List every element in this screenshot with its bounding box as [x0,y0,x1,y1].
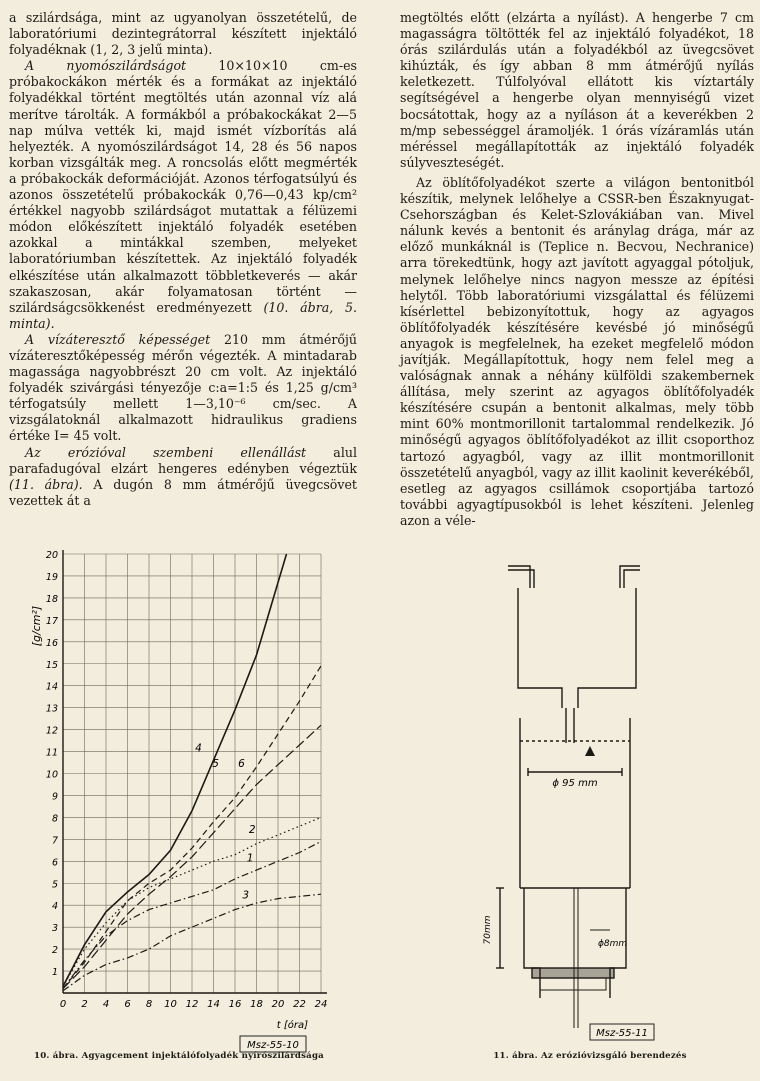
y-tick-label: 6 [51,857,58,869]
y-tick-label: 13 [45,703,58,715]
figure-stamp: Msz-55-10 [247,1040,299,1051]
x-tick-label: 4 [102,999,110,1010]
figure-10 [18,536,348,1076]
y-tick-label: 10 [45,769,58,781]
x-tick-label: 8 [145,999,153,1010]
paragraph-text: 10×10×10 cm-es próbakockákon mérték és a formákat az injektáló folyadékkal történt megtöltés után azonnal víz alá merítve tárolták. A formákból a próbakockákat 2—5 nap múlva vették ki, majd ismét vízborítás alá helyezték. A nyomószilárdságot 14, 28 és 56 napos korban vizsgálták meg. A roncsolás előtt megmérték a próbakockák deformációját. Azonos térfogatsúlyú és azonos összetételű próbakockák 0,76—0,43 kp/cm² értékkel nagyobb szilárdságot mutattak a félüzemi módon előkészített injektáló folyadék esetében azokkal a mintákkal szemben, melyeket laboratóriumban készítettek. Az injektáló folyadék elkészítése után alkalmazott többletkeverés — akár szakaszosan, akár folyamatosan történt — szilárdságcsökkenést eredményezett [9,58,357,315]
y-tick-label: 8 [51,813,58,825]
y-tick-label: 5 [51,879,58,891]
hole-diameter-label: ϕ8mm [598,939,628,949]
x-tick-label: 12 [185,999,199,1010]
x-tick-label: 14 [207,999,220,1010]
paragraph-lead: A nyomószilárdságot [25,58,187,74]
paragraph-text: A dugón 8 mm átmérőjű üvegcsövet vezettek át a [9,476,357,508]
x-tick-label: 24 [314,999,328,1010]
y-tick-label: 16 [45,637,58,649]
x-tick-label: 16 [228,999,242,1010]
y-tick-label: 18 [45,593,58,605]
x-tick-label: 18 [250,999,263,1010]
paragraph [9,445,357,509]
x-tick-label: 22 [293,999,306,1010]
right-column [400,10,754,529]
paragraph: a szilárdsága, mint az ugyanolyan összetételű, de laboratóriumi dezintegrátorral készített injektáló folyadéknak (1, 2, 3 jelű minta). [9,10,357,58]
paragraph [9,58,357,332]
figure-11-caption: 11. ábra. Az erózióvizsgáló berendezés [493,1051,687,1061]
x-tick-label: 10 [164,999,177,1010]
figure-stamp: Msz-55-11 [596,1028,648,1039]
series-label: 6 [238,757,245,770]
paragraph [9,332,357,445]
series-label: 5 [212,757,219,770]
height-label: 70mm [483,915,493,945]
paragraph: megtöltés előtt (elzárta a nyílást). A hengerbe 7 cm magasságra töltötték fel az injektáló folyadékot, 18 órás szilárdulás után a folyadékból az üvegcsövet kihúzták, és így abban 8 mm átmérőjű nyílás keletkezett. Túlfolyóval ellátott kis víztartály segítségével a hengerbe olyan mennyiségű vizet bocsátottak, hogy az a nyíláson át a keverékben 2 m/mp sebességgel áramoljék. 1 órás vízáramlás után méréssel megállapították az injektáló folyadék súlyveszteségét. [400,10,754,170]
y-tick-label: 17 [45,615,58,627]
y-tick-label: 7 [51,835,58,847]
paragraph-text: 210 mm átmérőjű vízáteresztőképesség mérőn végezték. A mintadarab magassága nagyobbrészt 20 cm volt. Az injektáló folyadék szivárgási tényezője c:a=1:5 és 1,25 g/cm³ térfogatsúly mellett 1—3,10⁻⁶ cm/sec. A vizsgálatoknál alkalmazott hidraulikus gradiens értéke I= 45 volt. [9,331,358,444]
shear-strength-chart [18,536,348,1076]
x-tick-label: 6 [124,999,131,1010]
y-tick-label: 14 [45,681,58,693]
paragraph: Az öblítőfolyadékot szerte a világon bentonitból készítik, melynek lelőhelye a CSSR-ben Északnyugat-Csehországban és Kelet-Szlovákiában van. Mivel nálunk kevés a bentonit és aránylag drága, már az előző munkáknál is (Teplice n. Becvou, Nechranice) arra törekedtünk, hogy azt javított agyaggal pótoljuk, melynek lelőhelye nincs nagyon messze az építési helytől. Több laboratóriumi vizsgálattal és félüzemi kísérlettel bebizonyítottuk, hogy az agyagos öblítőfolyadék készítésére kevésbé jó minőségű anyagok is megfelelnek, ha ezeket megfelelő módon javítják. Megállapítottuk, hogy nem felel meg a valóságnak annak a néhány külföldi szakembernek állítása, mely szerint az agyagos öblítőfolyadék készítésére csupán a bentonit alkalmas, mely több mint 60% montmorillonit tartalommal rendelkezik. Jó minőségű agyagos öblítőfolyadékot az illit csoporthoz tartozó agyagból, vagy az illit montmorillonit összetételű anyagból, vagy az illit kaolinit keverékéből, esetleg az agyagos csillámok csoportjába tartozó további agyagtípusokból is lehet készíteni. Jelenleg azon a véle- [400,174,754,528]
figure-11 [470,558,700,1058]
series-label: 1 [246,852,254,865]
overflow-pipe [620,566,640,588]
x-tick-label: 0 [59,999,67,1010]
paragraph-text: alul parafadugóval elzárt hengeres edényben végeztük [9,444,357,476]
reservoir-right [578,588,636,708]
overflow-pipe-inner [624,570,640,588]
y-tick-label: 15 [45,659,58,671]
paragraph-lead: A vízáteresztő képességet [25,331,211,347]
diameter-label: ϕ 95 mm [552,778,598,789]
y-tick-label: 3 [51,923,58,935]
arrow-down-icon [585,746,595,756]
y-tick-label: 11 [45,747,58,759]
y-axis-label: [g/cm²] [30,605,43,647]
y-tick-label: 20 [45,550,58,561]
series-label: 4 [195,742,202,755]
left-column [9,10,357,509]
series-line-4 [63,554,287,986]
y-tick-label: 12 [45,725,58,737]
figure-reference: (10. ábra, 5. minta). [9,299,357,331]
x-axis-label: t [óra] [276,1020,308,1031]
reservoir-left [518,588,562,708]
series-label: 3 [242,889,250,902]
y-tick-label: 4 [51,901,58,913]
y-tick-label: 9 [51,791,58,803]
x-tick-label: 20 [271,999,285,1010]
erosion-apparatus-diagram [470,558,700,1058]
figure-10-caption: 10. ábra. Agyagcement injektálófolyadék nyírószilárdsága [34,1051,324,1061]
inlet-pipe [508,566,530,588]
y-tick-label: 2 [51,945,58,957]
series-label: 2 [248,823,256,836]
figure-reference: (11. ábra). [9,476,83,492]
y-tick-label: 1 [51,967,58,979]
y-tick-label: 19 [45,571,58,583]
paragraph-lead: Az erózióval szembeni ellenállást [25,444,307,460]
x-tick-label: 2 [81,999,88,1010]
